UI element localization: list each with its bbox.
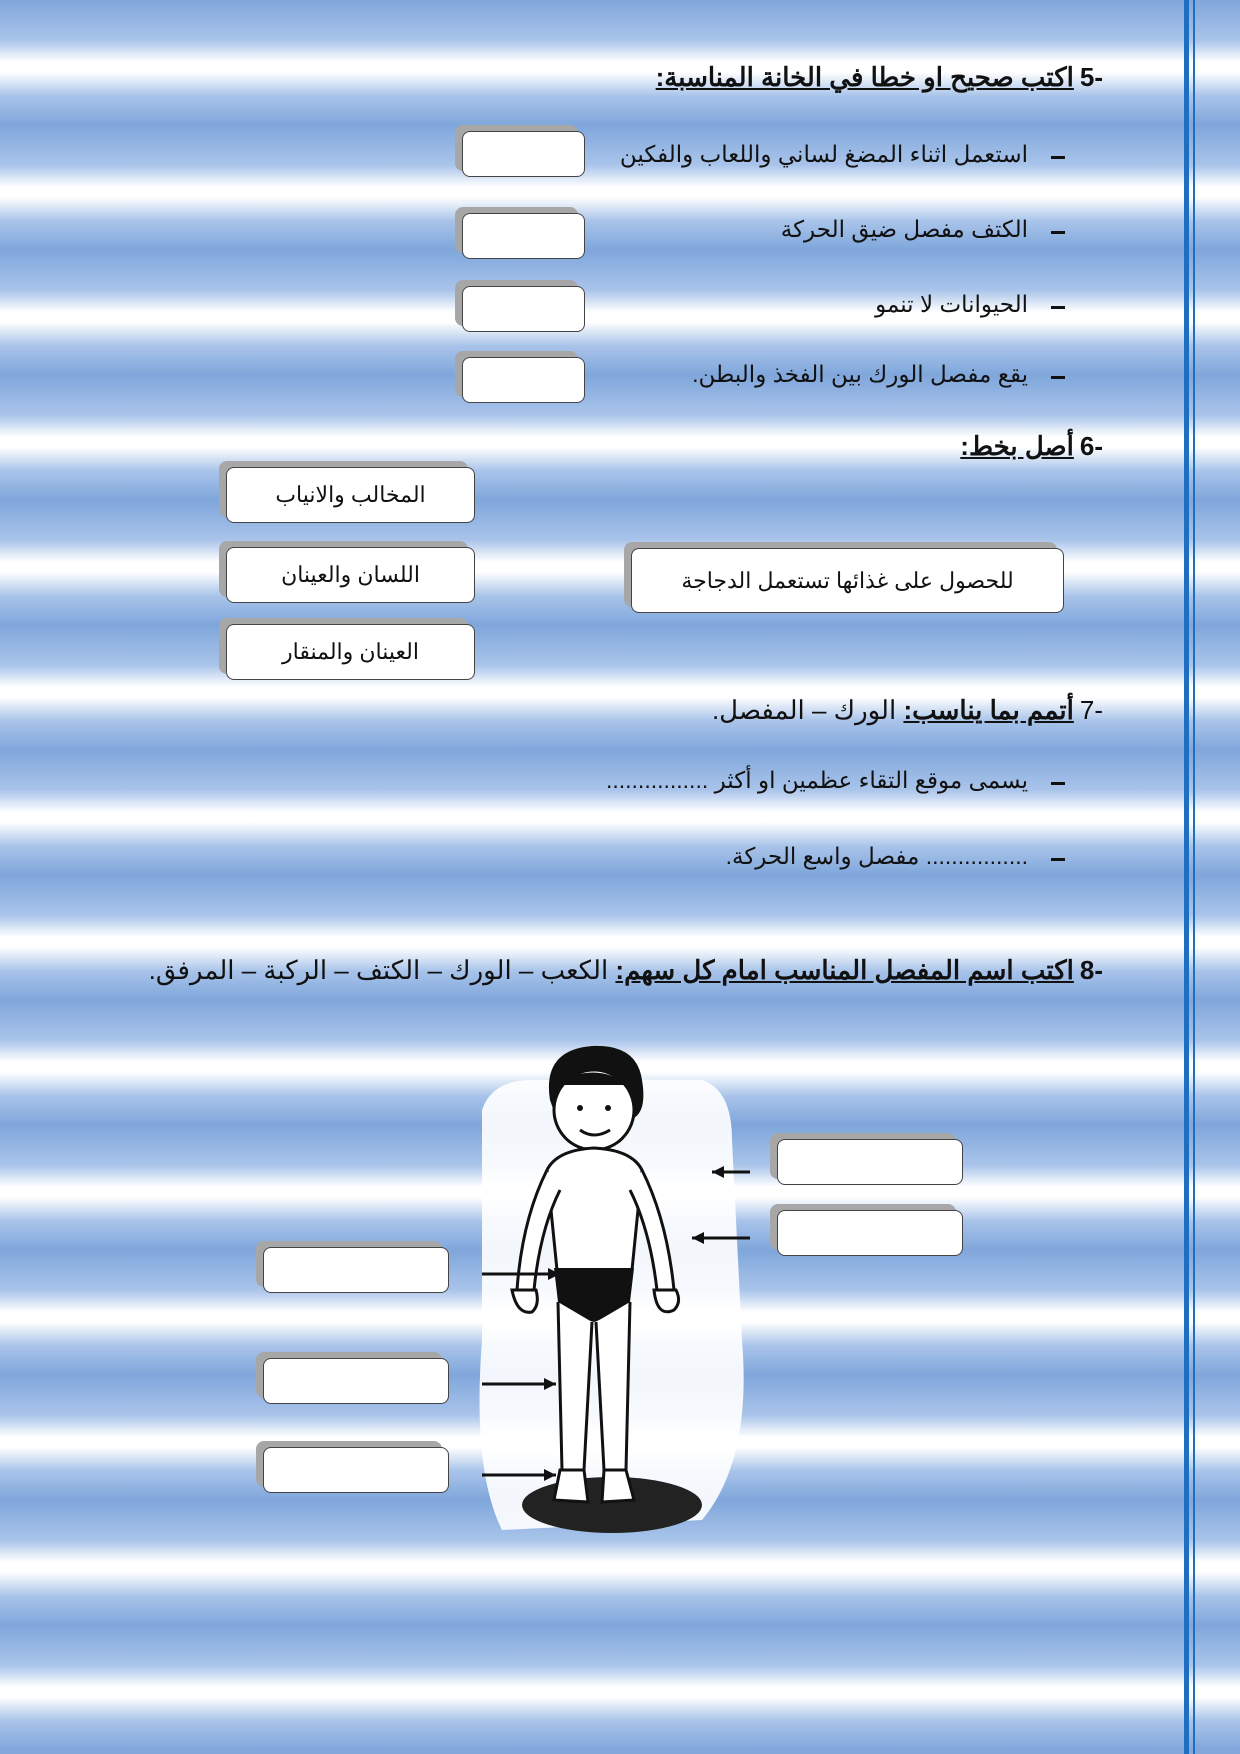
joint-label-box-1[interactable] bbox=[777, 1139, 963, 1185]
match-left-item: للحصول على غذائها تستعمل الدجاجة bbox=[631, 548, 1064, 613]
section7-item-2: ................ مفصل واسع الحركة. bbox=[725, 843, 1028, 869]
bullet-dash bbox=[1051, 858, 1065, 861]
answer-box-3[interactable] bbox=[462, 286, 585, 332]
section5-item-3: الحيوانات لا تنمو bbox=[875, 291, 1028, 317]
section8-title: اكتب اسم المفصل المناسب امام كل سهم: bbox=[615, 955, 1074, 985]
match-option-3[interactable]: العينان والمنقار bbox=[226, 624, 475, 680]
section6-heading bbox=[960, 431, 1103, 462]
bullet-dash bbox=[1051, 782, 1065, 785]
match-option-2[interactable]: اللسان والعينان bbox=[226, 547, 475, 603]
left-arrows bbox=[460, 1240, 570, 1500]
section5-item-1: استعمل اثناء المضغ لساني واللعاب والفكين bbox=[619, 141, 1028, 167]
section6-title: أصل بخط: bbox=[960, 431, 1074, 461]
answer-box-1[interactable] bbox=[462, 131, 585, 177]
page-border-line-thin bbox=[1193, 0, 1195, 1754]
section7-number: -7 bbox=[1079, 695, 1103, 725]
joint-label-box-2[interactable] bbox=[777, 1210, 963, 1256]
page-border-line bbox=[1184, 0, 1189, 1754]
bullet-dash bbox=[1051, 376, 1065, 379]
section7-item-1: يسمى موقع التقاء عظمين او أكثر ................ bbox=[605, 767, 1028, 793]
joint-label-box-3[interactable] bbox=[263, 1247, 449, 1293]
section8-heading bbox=[149, 955, 1103, 986]
section8-words: الكعب – الورك – الكتف – الركبة – المرفق. bbox=[148, 955, 609, 985]
section5-item-4: يقع مفصل الورك بين الفخذ والبطن. bbox=[692, 361, 1028, 387]
answer-box-4[interactable] bbox=[462, 357, 585, 403]
joint-label-box-5[interactable] bbox=[263, 1447, 449, 1493]
section7-words: الورك – المفصل. bbox=[711, 695, 897, 725]
section7-title: أتمم بما يناسب: bbox=[903, 695, 1074, 725]
section5-item-2: الكتف مفصل ضيق الحركة bbox=[780, 216, 1028, 242]
section8-number: -8 bbox=[1079, 955, 1103, 985]
section7-heading bbox=[712, 695, 1103, 726]
bullet-dash bbox=[1051, 306, 1065, 309]
bullet-dash bbox=[1051, 231, 1065, 234]
match-option-1[interactable]: المخالب والانياب bbox=[226, 467, 475, 523]
joint-label-box-4[interactable] bbox=[263, 1358, 449, 1404]
section5-title: اكتب صحيح او خطا في الخانة المناسبة: bbox=[655, 62, 1074, 92]
section5-heading bbox=[656, 62, 1103, 93]
answer-box-2[interactable] bbox=[462, 213, 585, 259]
bullet-dash bbox=[1051, 156, 1065, 159]
section6-number: -6 bbox=[1079, 431, 1103, 461]
section5-number: -5 bbox=[1079, 62, 1103, 92]
